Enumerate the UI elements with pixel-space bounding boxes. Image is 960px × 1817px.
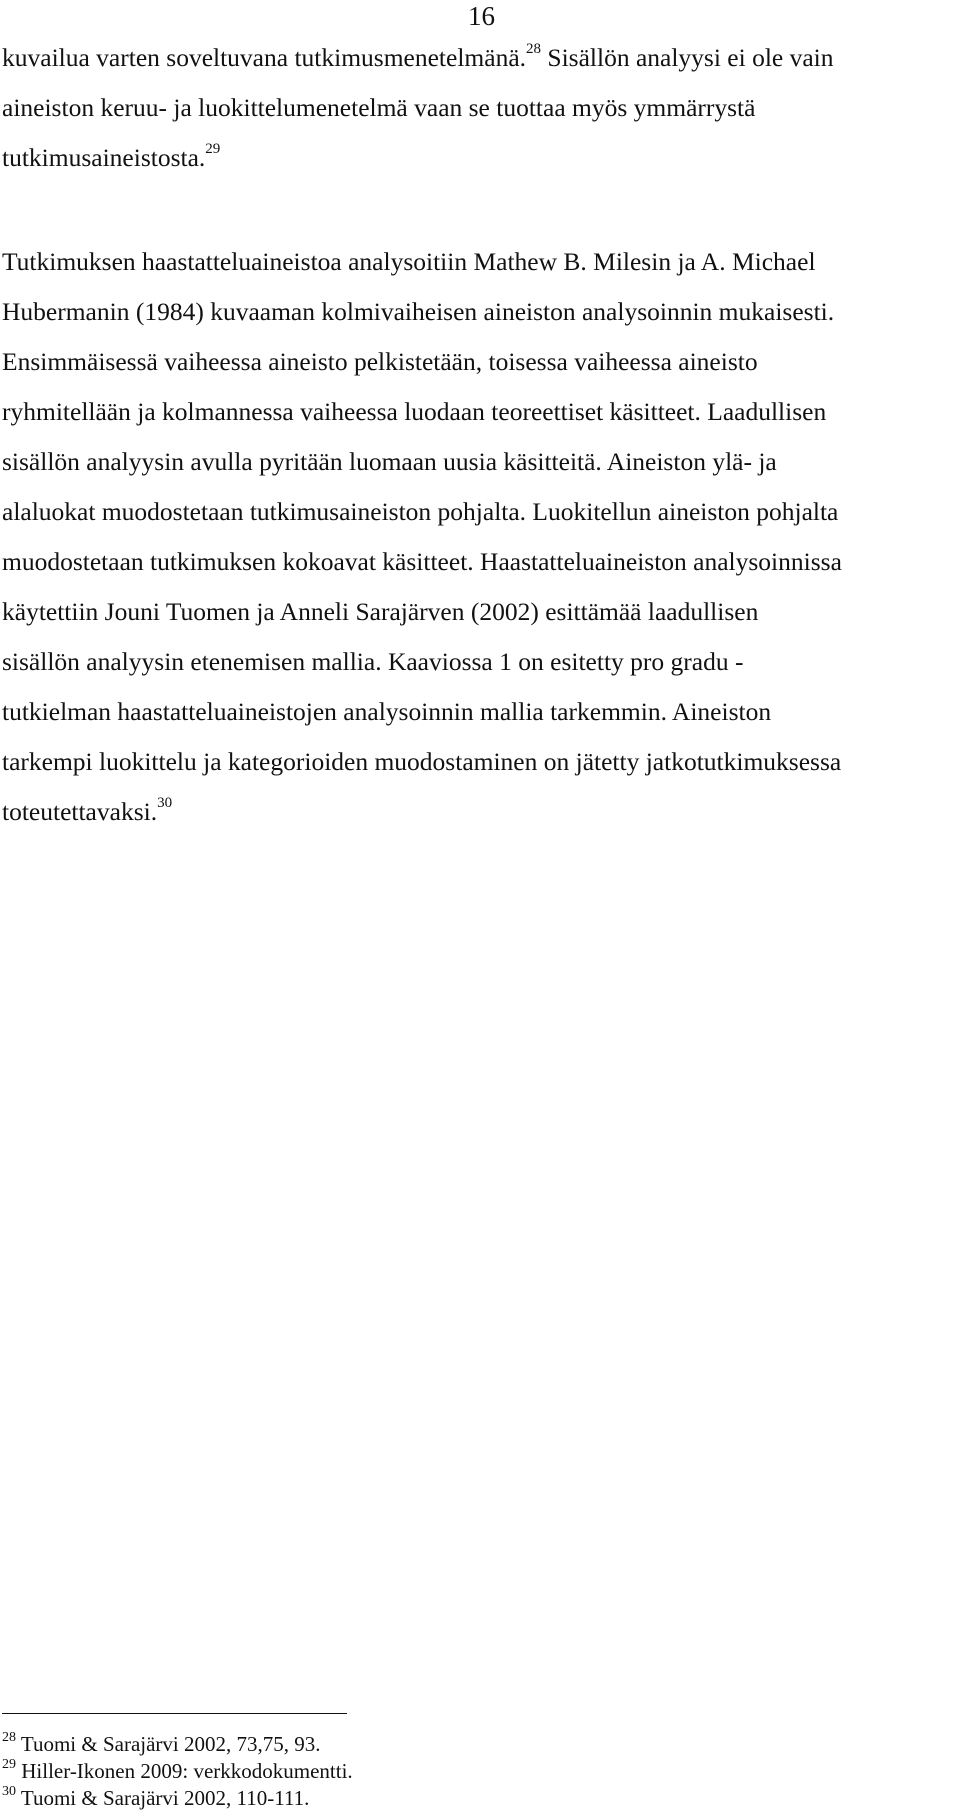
line-text: tutkimusaineistosta.	[2, 143, 206, 172]
page-number: 16	[468, 1, 495, 31]
text-line: Tutkimuksen haastatteluaineistoa analysoitiin Mathew B. Milesin ja A. Michael	[2, 247, 816, 276]
footnote-ref: 28	[526, 41, 542, 57]
footnote	[2, 1731, 321, 1757]
text-line	[2, 42, 834, 74]
text-line: Hubermanin (1984) kuvaaman kolmivaiheisen aineiston analysoinnin mukaisesti.	[2, 297, 835, 326]
footnote	[2, 1758, 353, 1784]
footnote-text: Hiller-Ikonen 2009: verkkodokumentti.	[16, 1759, 353, 1783]
footnote-ref: 29	[205, 141, 221, 157]
footnote	[2, 1785, 309, 1811]
text-line: sisällön analyysin avulla pyritään luomaan uusia käsitteitä. Aineiston ylä- ja	[2, 447, 777, 476]
text-line: käytettiin Jouni Tuomen ja Anneli Sarajärven (2002) esittämää laadullisen	[2, 597, 759, 626]
footnote-number: 30	[2, 1784, 16, 1799]
text-line: alaluokat muodostetaan tutkimusaineiston pohjalta. Luokitellun aineiston pohjalta	[2, 497, 839, 526]
footnote-ref: 30	[157, 795, 173, 811]
footnote-number: 29	[2, 1757, 16, 1772]
footnote-separator	[2, 1713, 347, 1714]
text-line: tutkielman haastatteluaineistojen analysoinnin mallia tarkemmin. Aineiston	[2, 697, 772, 726]
text-line: ryhmitellään ja kolmannessa vaiheessa luodaan teoreettiset käsitteet. Laadullisen	[2, 397, 827, 426]
footnote-text: Tuomi & Sarajärvi 2002, 73,75, 93.	[16, 1732, 321, 1756]
text-line	[2, 796, 172, 828]
line-text: kuvailua varten soveltuvana tutkimusmenetelmänä.	[2, 43, 527, 72]
line-text: toteutettavaksi.	[2, 797, 158, 826]
text-line: Ensimmäisessä vaiheessa aineisto pelkistetään, toisessa vaiheessa aineisto	[2, 347, 758, 376]
footnote-number: 28	[2, 1730, 16, 1745]
text-line	[2, 142, 220, 174]
text-line: aineiston keruu- ja luokittelumenetelmä vaan se tuottaa myös ymmärrystä	[2, 93, 756, 122]
text-line: tarkempi luokittelu ja kategorioiden muodostaminen on jätetty jatkotutkimuksessa	[2, 747, 842, 776]
line-text: Sisällön analyysi ei ole vain	[541, 43, 834, 72]
footnote-text: Tuomi & Sarajärvi 2002, 110-111.	[16, 1786, 310, 1810]
text-line: muodostetaan tutkimuksen kokoavat käsitteet. Haastatteluaineiston analysoinnissa	[2, 547, 842, 576]
text-line: sisällön analyysin etenemisen mallia. Kaaviossa 1 on esitetty pro gradu -	[2, 647, 744, 676]
